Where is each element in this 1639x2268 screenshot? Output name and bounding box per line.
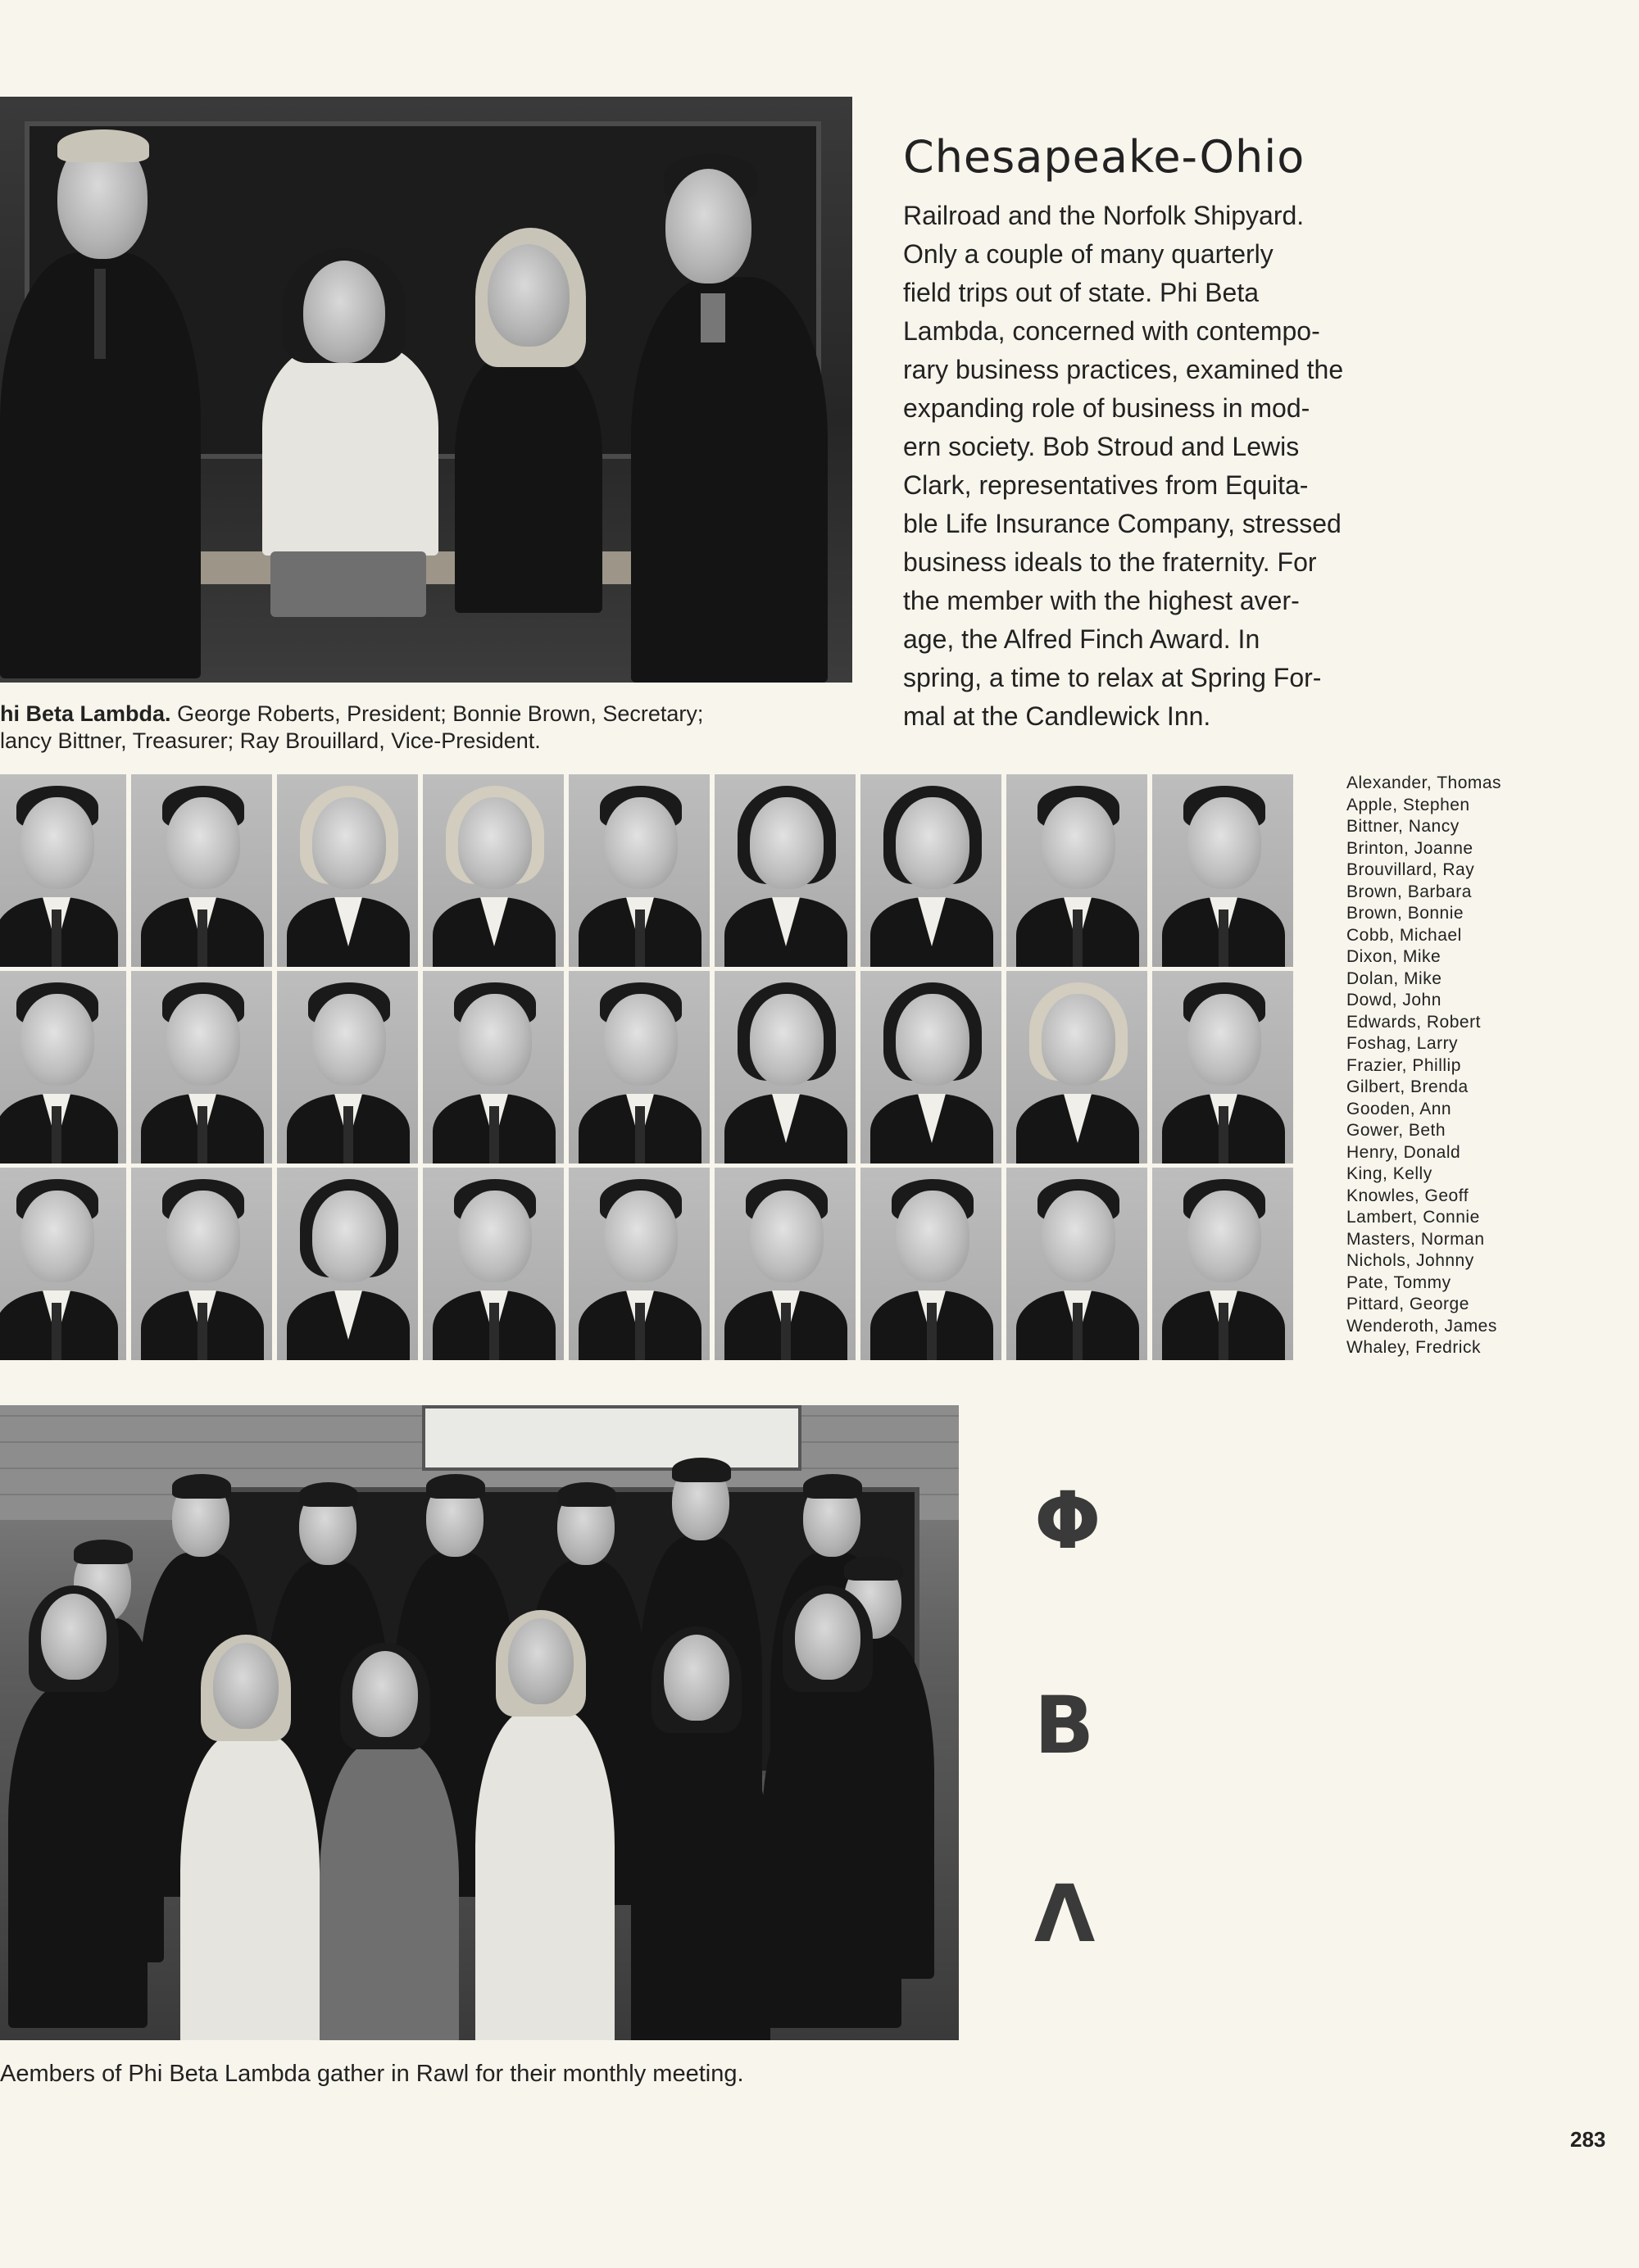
- member-portrait: [277, 774, 418, 967]
- roster-name: Pate, Tommy: [1346, 1272, 1451, 1292]
- member-portrait: [1006, 774, 1147, 967]
- roster-name: Alexander, Thomas: [1346, 773, 1502, 792]
- member-portrait: [131, 774, 272, 967]
- article-line: mal at the Candlewick Inn.: [903, 701, 1211, 731]
- officers-caption-lead: hi Beta Lambda.: [0, 701, 171, 726]
- officers-caption-line1: George Roberts, President; Bonnie Brown, Secretary;: [177, 701, 704, 726]
- member-portrait: [0, 971, 126, 1163]
- roster-name: Wenderoth, James: [1346, 1316, 1497, 1336]
- member-portrait: [860, 774, 1001, 967]
- greek-letter-lambda: Λ: [1034, 1868, 1096, 1960]
- roster-name: Brown, Barbara: [1346, 882, 1472, 901]
- member-portrait: [1152, 774, 1293, 967]
- member-portrait: [1006, 971, 1147, 1163]
- member-portrait: [569, 1168, 710, 1360]
- member-portrait: [277, 1168, 418, 1360]
- roster-name: Nichols, Johnny: [1346, 1251, 1474, 1270]
- roster-name: Dowd, John: [1346, 991, 1442, 1009]
- group-photo: [0, 1405, 959, 2040]
- article-line: field trips out of state. Phi Beta: [903, 278, 1260, 307]
- member-portrait: [423, 774, 564, 967]
- member-portrait: [860, 1168, 1001, 1360]
- officers-photo: [0, 97, 852, 683]
- article-heading: Chesapeake-Ohio: [903, 131, 1305, 183]
- roster-name: Gilbert, Brenda: [1346, 1077, 1469, 1096]
- member-portrait: [1006, 1168, 1147, 1360]
- roster-name: Lambert, Connie: [1346, 1208, 1480, 1227]
- roster-name: Brown, Bonnie: [1346, 904, 1464, 923]
- member-portrait: [860, 971, 1001, 1163]
- member-portrait: [423, 971, 564, 1163]
- member-portrait: [715, 971, 856, 1163]
- roster-name: Edwards, Robert: [1346, 1012, 1481, 1032]
- article-line: ble Life Insurance Company, stressed: [903, 509, 1342, 538]
- group-caption: Aembers of Phi Beta Lambda gather in Rawl for their monthly meeting.: [0, 2061, 744, 2087]
- greek-letter-phi: Φ: [1034, 1475, 1101, 1567]
- roster-name: Dixon, Mike: [1346, 947, 1442, 966]
- officers-caption-line2: lancy Bittner, Treasurer; Ray Brouillard, Vice-President.: [0, 728, 541, 753]
- member-portrait: [131, 971, 272, 1163]
- page-number: 283: [1570, 2127, 1606, 2152]
- roster-name: Bittner, Nancy: [1346, 817, 1460, 836]
- article-line: expanding role of business in mod-: [903, 393, 1310, 423]
- member-portrait: [0, 774, 126, 967]
- article-line: Lambda, concerned with contempo-: [903, 316, 1320, 346]
- member-portrait: [0, 1168, 126, 1360]
- greek-letter-beta: Β: [1034, 1680, 1095, 1771]
- roster-name: Cobb, Michael: [1346, 925, 1462, 945]
- roster-name: Knowles, Geoff: [1346, 1186, 1469, 1205]
- roster-name: Gower, Beth: [1346, 1121, 1446, 1140]
- roster-name: Brouvillard, Ray: [1346, 860, 1475, 879]
- member-portrait: [277, 971, 418, 1163]
- article-body: [903, 197, 1388, 736]
- portrait-grid: [0, 774, 1296, 1360]
- roster-name: Masters, Norman: [1346, 1229, 1485, 1249]
- officers-caption: [0, 701, 703, 755]
- roster-name: King, Kelly: [1346, 1164, 1432, 1183]
- member-portrait: [1152, 1168, 1293, 1360]
- article-line: rary business practices, examined the: [903, 355, 1344, 384]
- roster-name: Dolan, Mike: [1346, 968, 1442, 988]
- member-portrait: [1152, 971, 1293, 1163]
- member-portrait: [569, 971, 710, 1163]
- article-line: Only a couple of many quarterly: [903, 239, 1274, 269]
- member-roster: [1346, 773, 1535, 1359]
- article-line: Railroad and the Norfolk Shipyard.: [903, 201, 1305, 230]
- roster-name: Pittard, George: [1346, 1295, 1469, 1313]
- roster-name: Henry, Donald: [1346, 1142, 1461, 1162]
- projection-screen: [422, 1405, 801, 1471]
- roster-name: Apple, Stephen: [1346, 795, 1470, 814]
- member-portrait: [569, 774, 710, 967]
- article-line: the member with the highest aver-: [903, 586, 1300, 615]
- article-line: ern society. Bob Stroud and Lewis: [903, 432, 1300, 461]
- article-line: business ideals to the fraternity. For: [903, 547, 1317, 577]
- article-line: Clark, representatives from Equita-: [903, 470, 1309, 500]
- roster-name: Gooden, Ann: [1346, 1099, 1452, 1118]
- member-portrait: [423, 1168, 564, 1360]
- article-line: age, the Alfred Finch Award. In: [903, 624, 1260, 654]
- member-portrait: [131, 1168, 272, 1360]
- roster-name: Frazier, Phillip: [1346, 1055, 1461, 1075]
- article-line: spring, a time to relax at Spring For-: [903, 663, 1322, 692]
- roster-name: Whaley, Fredrick: [1346, 1338, 1481, 1357]
- roster-name: Foshag, Larry: [1346, 1034, 1459, 1053]
- roster-name: Brinton, Joanne: [1346, 838, 1473, 858]
- member-portrait: [715, 1168, 856, 1360]
- member-portrait: [715, 774, 856, 967]
